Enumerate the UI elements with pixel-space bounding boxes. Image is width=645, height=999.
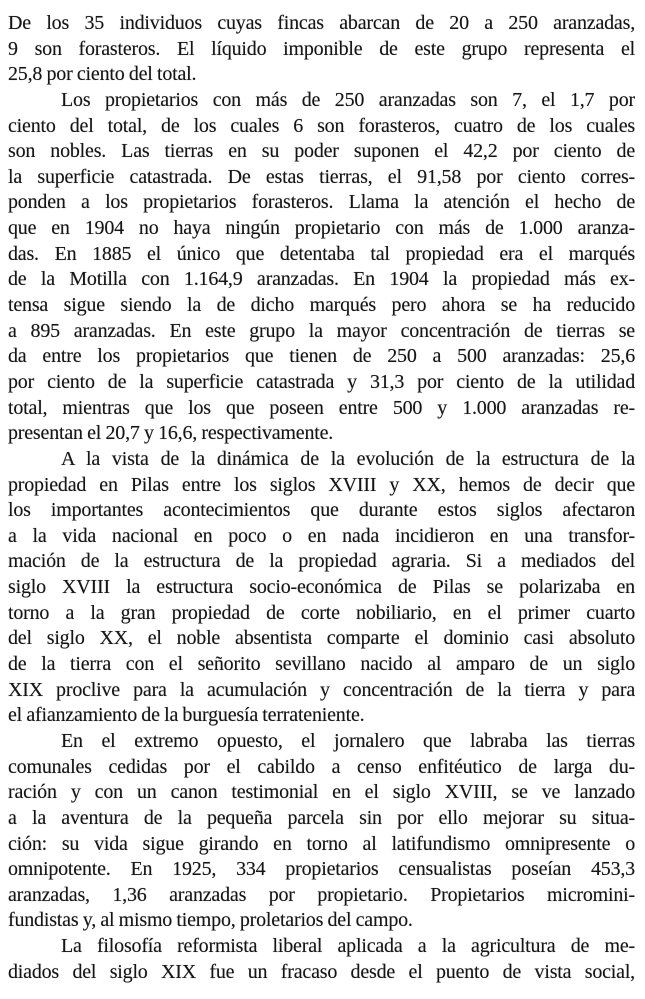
text-line: diados del siglo XIX fue un fracaso desde el puento de vista social, bbox=[8, 960, 635, 983]
text-column bbox=[8, 11, 635, 985]
text-line: de la Motilla con 1.164,9 aranzadas. En 1904 la propiedad más ex- bbox=[8, 268, 635, 291]
text-line: La filosofía reformista liberal aplicada a la agricultura de me- bbox=[61, 935, 635, 958]
text-line: da entre los propietarios que tienen de 250 a 500 aranzadas: 25,6 bbox=[8, 345, 635, 368]
text-line: el afianzamiento de la burguesía terrateniente. bbox=[8, 704, 365, 727]
text-line: la superficie catastrada. De estas tierras, el 91,58 por ciento corres- bbox=[8, 165, 635, 188]
text-line: propiedad en Pilas entre los siglos XVIII y XX, hemos de decir que bbox=[8, 473, 635, 496]
text-line: omnipotente. En 1925, 334 propietarios censualistas poseían 453,3 bbox=[8, 858, 635, 881]
text-line: Los propietarios con más de 250 aranzadas son 7, el 1,7 por bbox=[61, 88, 635, 111]
text-line: ciento del total, de los cuales 6 son forasteros, cuatro de los cuales bbox=[8, 114, 635, 137]
text-line: das. En 1885 el único que detentaba tal propiedad era el marqués bbox=[8, 242, 635, 265]
text-line: ración y con un canon testimonial en el siglo XVIII, se ve lanzado bbox=[8, 781, 635, 804]
text-line: por ciento de la superficie catastrada y 31,3 por ciento de la utilidad bbox=[8, 370, 635, 393]
text-line: A la vista de la dinámica de la evolución de la estructura de la bbox=[61, 447, 635, 470]
text-line: En el extremo opuesto, el jornalero que labraba las tierras bbox=[61, 729, 635, 752]
text-line: tensa sigue siendo la de dicho marqués pero ahora se ha reducido bbox=[8, 294, 635, 317]
text-line: son nobles. Las tierras en su poder suponen el 42,2 por ciento de bbox=[8, 140, 635, 163]
text-line: a la vida nacional en poco o en nada incidieron en una transfor- bbox=[8, 524, 635, 547]
text-line: 9 son forasteros. El líquido imponible de este grupo representa el bbox=[8, 37, 635, 60]
text-line: siglo XVIII la estructura socio-económica de Pilas se polarizaba en bbox=[8, 576, 635, 599]
text-line: de la tierra con el señorito sevillano nacido al amparo de un siglo bbox=[8, 653, 635, 676]
text-line: comunales cedidas por el cabildo a censo enfitéutico de larga du- bbox=[8, 755, 635, 778]
text-line: presentan el 20,7 y 16,6, respectivamente. bbox=[8, 422, 334, 445]
text-line: que en 1904 no haya ningún propietario con más de 1.000 aranza- bbox=[8, 217, 635, 240]
text-line: mación de la estructura de la propiedad agraria. Si a mediados del bbox=[8, 550, 635, 573]
text-line: ponden a los propietarios forasteros. Llama la atención el hecho de bbox=[8, 191, 635, 214]
text-line: a la aventura de la pequeña parcela sin por ello mejorar su situa- bbox=[8, 806, 635, 829]
text-line: 25,8 por ciento del total. bbox=[8, 63, 197, 86]
text-line: total, mientras que los que poseen entre 500 y 1.000 aranzadas re- bbox=[8, 396, 635, 419]
text-line: torno a la gran propiedad de corte nobiliario, en el primer cuarto bbox=[8, 601, 635, 624]
text-line: De los 35 individuos cuyas fincas abarcan de 20 a 250 aranzadas, bbox=[8, 12, 635, 34]
text-line: fundistas y, al mismo tiempo, proletarios del campo. bbox=[8, 909, 413, 932]
text-line: los importantes acontecimientos que durante estos siglos afectaron bbox=[8, 499, 635, 522]
text-line: a 895 aranzadas. En este grupo la mayor concentración de tierras se bbox=[8, 319, 635, 342]
text-line: ción: su vida sigue girando en torno al latifundismo omnipresente o bbox=[8, 832, 635, 855]
text-line: del siglo XX, el noble absentista comparte el dominio casi absoluto bbox=[8, 627, 635, 650]
text-line: aranzadas, 1,36 aranzadas por propietario. Propietarios micromini- bbox=[8, 883, 635, 906]
text-line: XIX proclive para la acumulación y concentración de la tierra y para bbox=[8, 678, 635, 701]
